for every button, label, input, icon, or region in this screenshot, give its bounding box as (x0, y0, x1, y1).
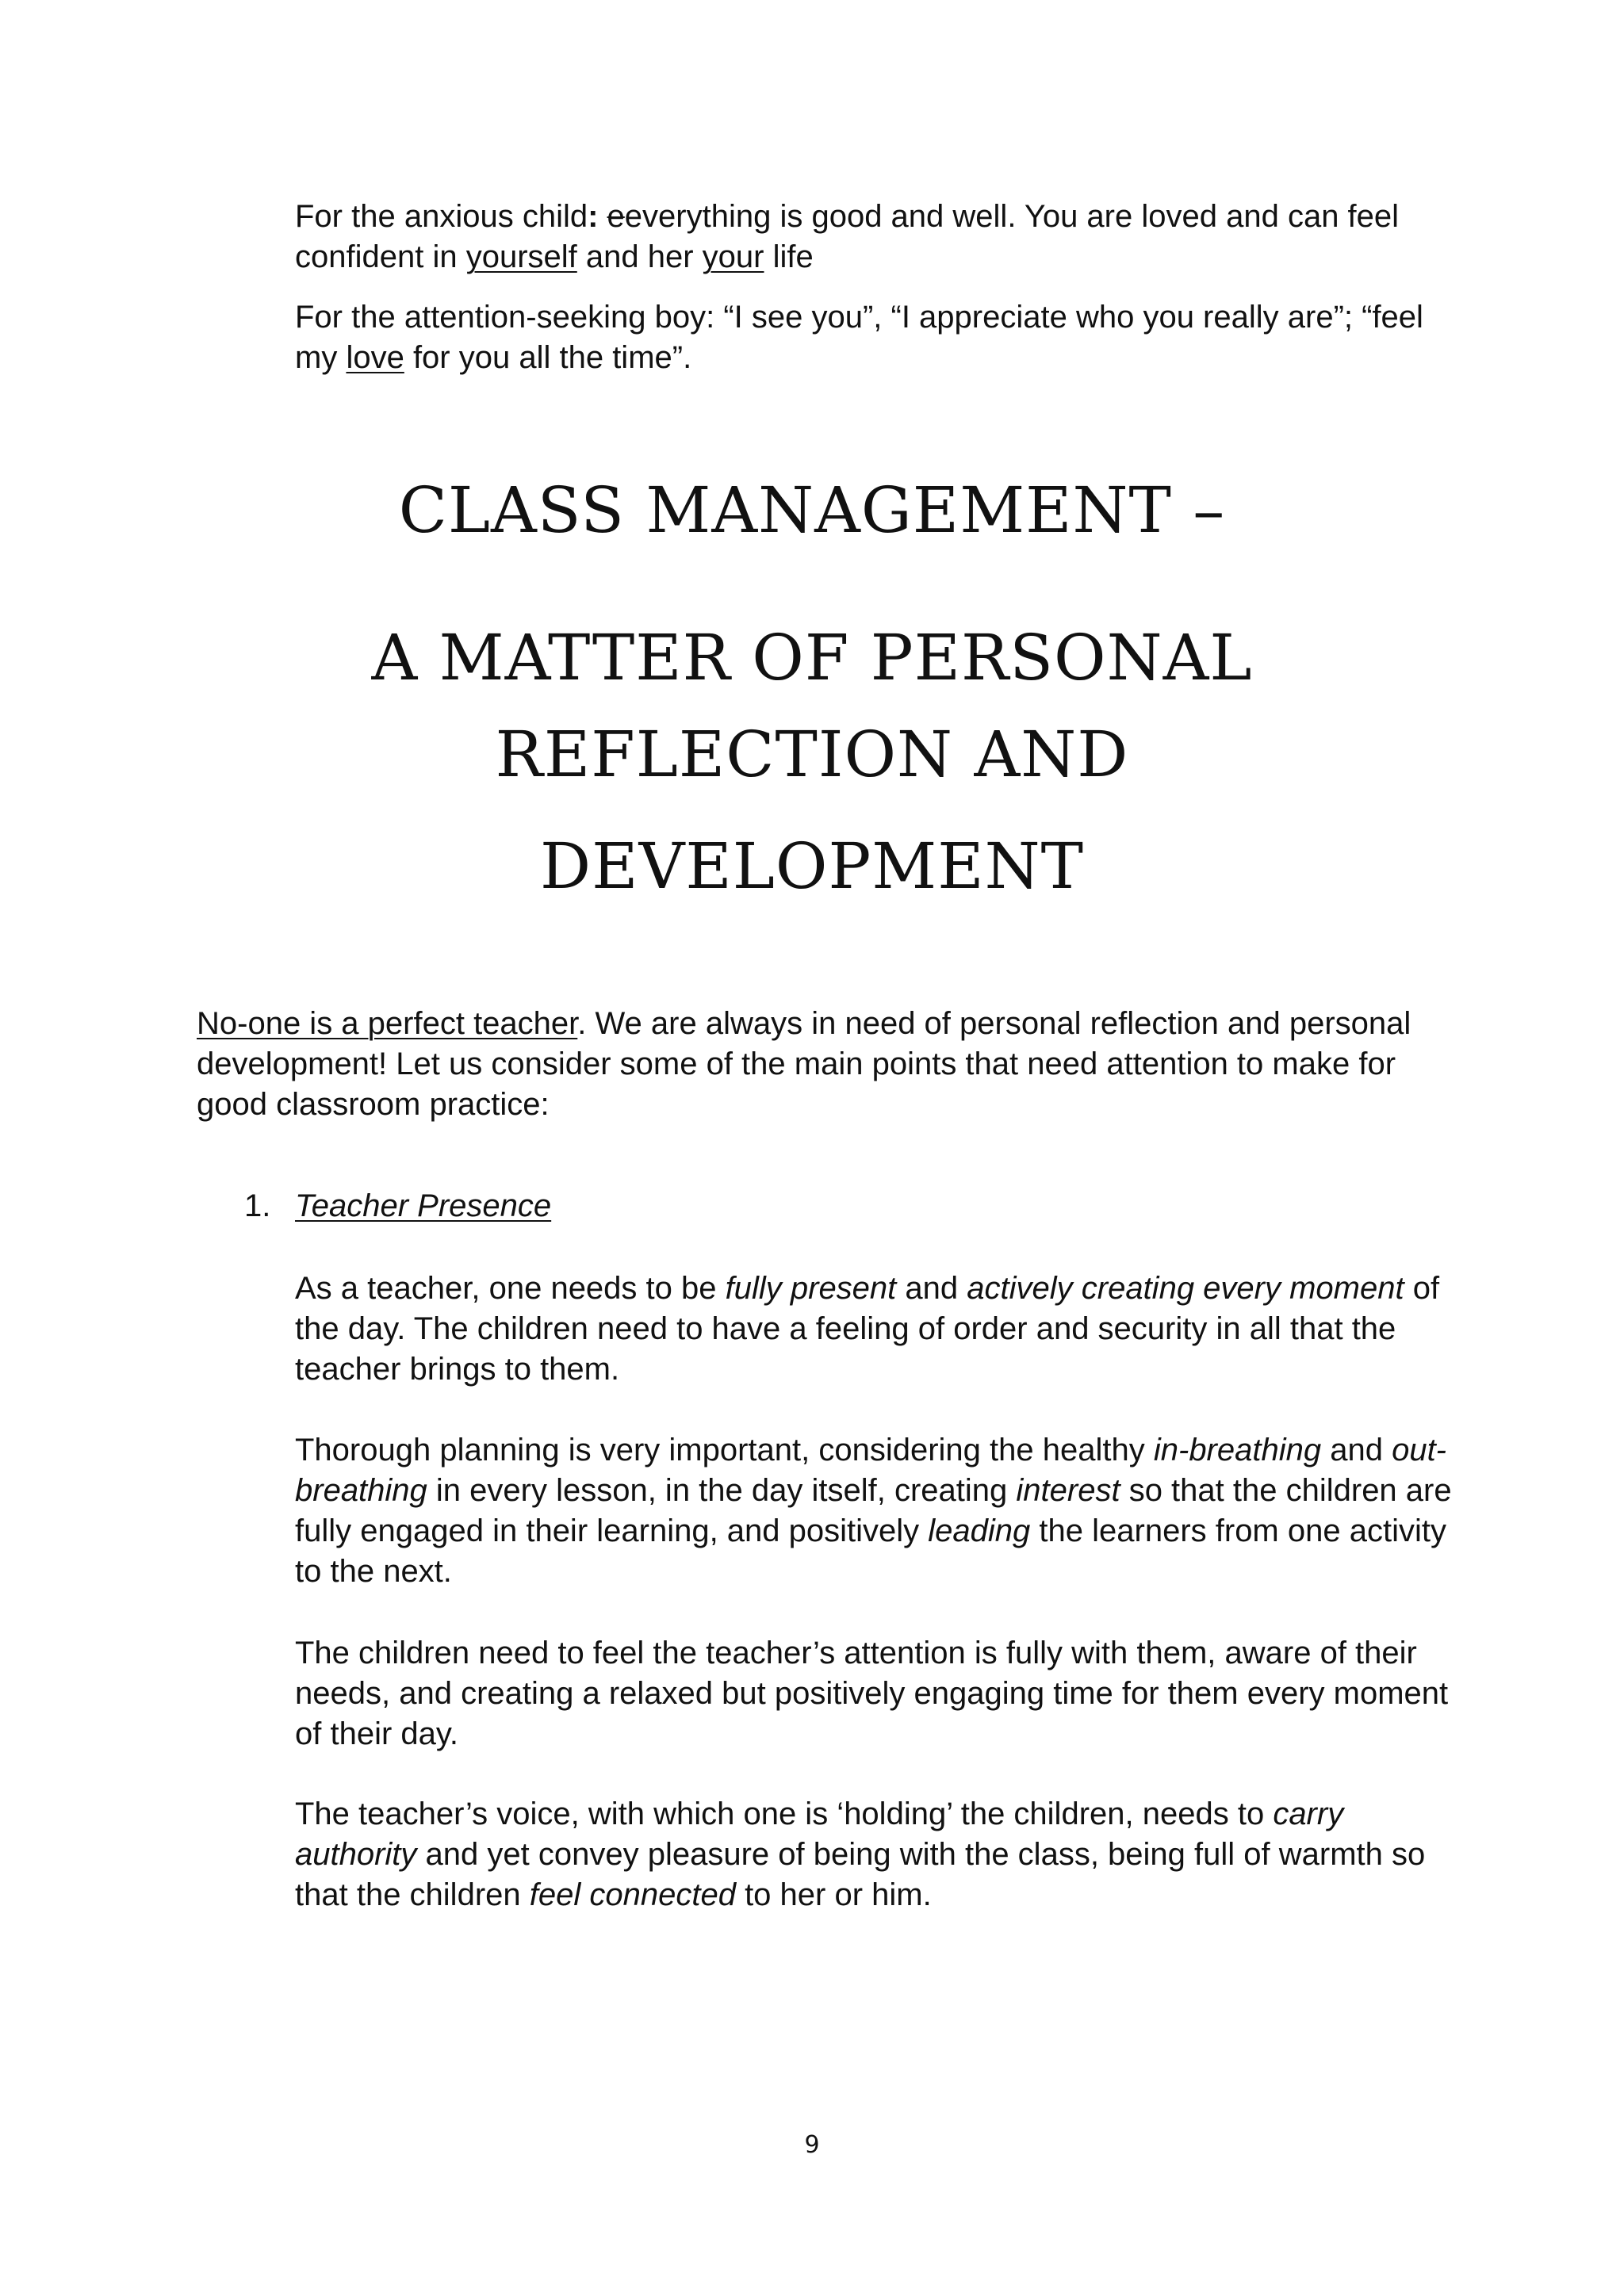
presence-paragraph-1 (295, 1269, 1461, 1390)
p2-text-e: the learners from one activity to the next. (295, 1513, 1446, 1589)
p2-text-c: in every lesson, in the day itself, creating (427, 1473, 1017, 1508)
title-line-3: REFLECTION AND (495, 718, 1129, 791)
lead-underlined: No-one is a perfect teacher (197, 1006, 578, 1041)
p2-italic-2: out-breathing (295, 1433, 1447, 1508)
underlined-yourself: yourself (465, 239, 577, 274)
p4-italic-1: carry authority (295, 1797, 1344, 1872)
attention-seeking-paragraph (295, 297, 1461, 378)
p1-italic-1: fully present (725, 1271, 897, 1306)
p2-italic-4: leading (928, 1513, 1031, 1548)
p4-text-b: and yet convey pleasure of being with the class, being full of warmth so that the children (295, 1837, 1426, 1912)
underlined-love: love (346, 340, 404, 375)
title-line-4: DEVELOPMENT (540, 829, 1084, 903)
lead-rest: . We are always in need of personal reflection and personal development! Let us consider some of the main points that need attention to make for good classroom practice: (197, 1006, 1411, 1122)
attention-part1: For the attention-seeking boy: “I see you”, “I appreciate who you really are”; “feel my (295, 300, 1423, 375)
p4-italic-2: feel connected (529, 1877, 736, 1912)
p1-text-a: As a teacher, one needs to be (295, 1271, 726, 1306)
page-number: 9 (804, 2131, 820, 2159)
presence-paragraph-2 (295, 1430, 1461, 1592)
p1-text-c: of the day. The children need to have a feeling of order and security in all that the teacher brings to them. (295, 1271, 1440, 1387)
p2-text-d: so that the children are fully engaged in their learning, and positively (295, 1473, 1452, 1548)
struck-letter: e (607, 199, 625, 234)
p2-italic-1: in-breathing (1153, 1433, 1322, 1468)
p4-text-c: to her or him. (735, 1877, 932, 1912)
underlined-your: your (702, 239, 764, 274)
section-heading-text: Teacher Presence (295, 1188, 552, 1223)
title-line-2: A MATTER OF PERSONAL (371, 621, 1253, 695)
anxious-rest: everything is good and well. You are loved and can feel confident in (295, 199, 1400, 274)
lead-paragraph (197, 1004, 1450, 1125)
anxious-end: life (764, 239, 814, 274)
section-heading (295, 1186, 1461, 1226)
list-number: 1. (244, 1188, 271, 1223)
anxious-child-paragraph (295, 197, 1461, 277)
presence-paragraph-4 (295, 1794, 1461, 1915)
attention-part2: for you all the time”. (404, 340, 692, 375)
p1-italic-2: actively creating every moment (967, 1271, 1404, 1306)
title-line-1: CLASS MANAGEMENT – (398, 473, 1226, 547)
anxious-lead: For the anxious child (295, 199, 588, 234)
p2-text-b: and (1321, 1433, 1392, 1468)
p1-text-b: and (896, 1271, 967, 1306)
p2-italic-3: interest (1016, 1473, 1120, 1508)
anxious-colon: : (588, 199, 599, 234)
p2-text-a: Thorough planning is very important, considering the healthy (295, 1433, 1154, 1468)
anxious-mid: and her (576, 239, 703, 274)
presence-paragraph-3: The children need to feel the teacher’s attention is fully with them, aware of their needs, and creating a relaxed but positively engaging time for them every moment of their day. (295, 1636, 1449, 1751)
p4-text-a: The teacher’s voice, with which one is ‘holding’ the children, needs to (295, 1797, 1274, 1831)
